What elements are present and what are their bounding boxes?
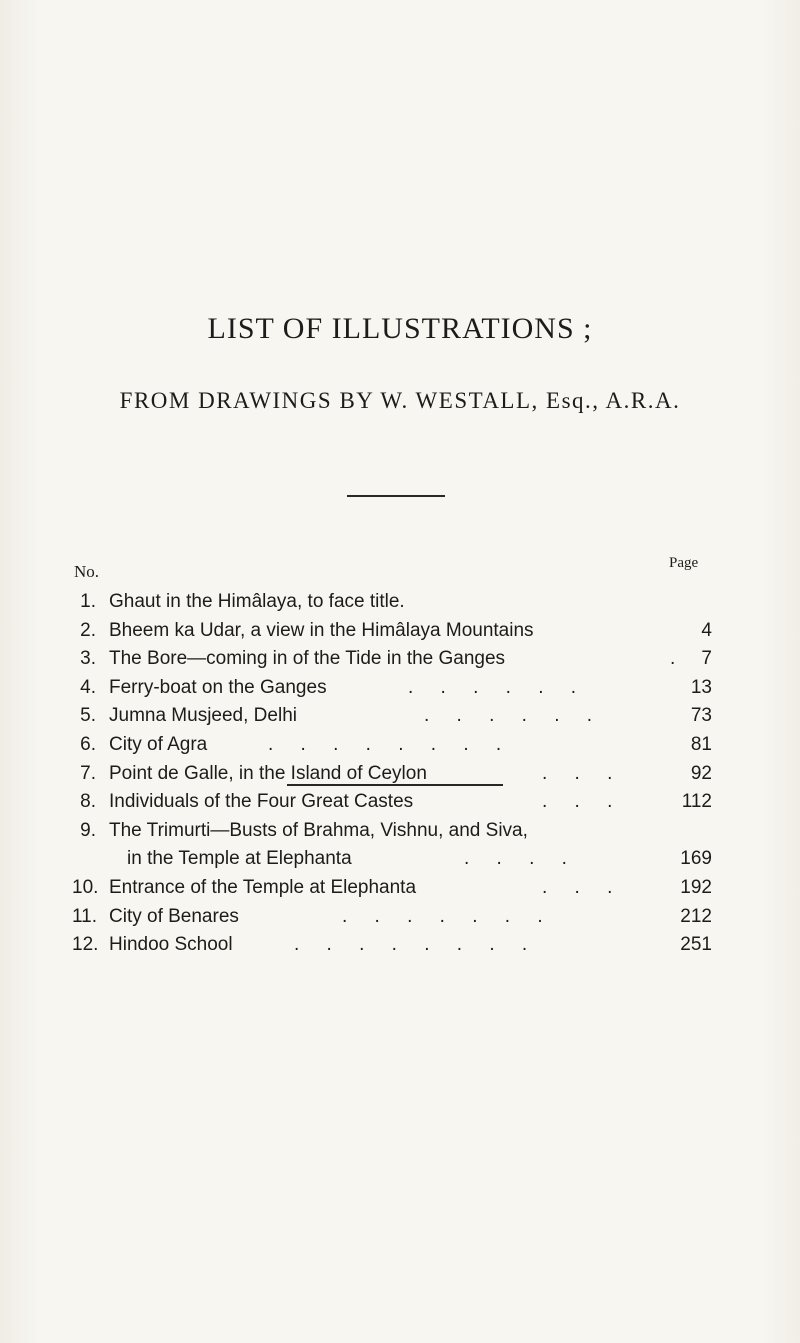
dot-leader: . . . . <box>464 848 578 870</box>
list-item <box>72 645 712 674</box>
item-title: Ferry-boat on the Ganges <box>109 676 327 698</box>
item-title: City of Benares <box>109 905 239 927</box>
dot-leader: . . . . . . . <box>342 905 554 927</box>
item-page: 212 <box>680 905 712 927</box>
item-page: 169 <box>680 848 712 870</box>
item-title: Bheem ka Udar, a view in the Himâlaya Mountains <box>109 619 534 641</box>
item-number: 12. <box>72 934 99 956</box>
item-title: Individuals of the Four Great Castes <box>109 791 414 813</box>
item-title: Point de Galle, in the Island of Ceylon <box>109 762 427 784</box>
item-page: 192 <box>680 876 712 898</box>
item-number: 1. <box>80 591 96 612</box>
item-page: 13 <box>690 676 712 698</box>
dot-leader: . . . <box>542 876 624 898</box>
item-number: 6. <box>80 733 96 755</box>
list-item <box>72 731 712 760</box>
item-page: 251 <box>680 934 712 956</box>
item-page: 7 <box>701 648 712 670</box>
item-title: Ghaut in the Himâlaya, to face title. <box>109 591 405 612</box>
item-number: 8. <box>80 791 96 813</box>
item-title: Hindoo School <box>109 934 233 956</box>
dot-leader: . <box>670 648 687 670</box>
item-number: 10. <box>72 876 99 898</box>
list-item <box>72 617 712 646</box>
bottom-divider <box>287 784 503 786</box>
item-title: Jumna Musjeed, Delhi <box>109 705 297 727</box>
list-item <box>72 674 712 703</box>
item-title: City of Agra <box>109 733 208 755</box>
list-item <box>72 702 712 731</box>
page-title: LIST OF ILLUSTRATIONS ; <box>207 312 593 345</box>
item-title: in the Temple at Elephanta <box>127 848 352 870</box>
dot-leader: . . . . . . <box>424 705 604 727</box>
item-number: 2. <box>80 619 96 641</box>
item-page: 73 <box>690 705 712 727</box>
item-number: 11. <box>72 905 98 927</box>
list-item <box>72 874 712 903</box>
item-page: 4 <box>701 619 712 641</box>
dot-leader: . . . <box>542 791 624 813</box>
list-item <box>72 588 712 617</box>
dot-leader: . . . <box>542 762 624 784</box>
list-item <box>72 788 712 817</box>
item-number: 7. <box>80 762 96 784</box>
item-title: Entrance of the Temple at Elephanta <box>109 876 417 898</box>
page-subtitle: FROM DRAWINGS BY W. WESTALL, Esq., A.R.A. <box>119 388 681 413</box>
dot-leader: . . . . . . . . <box>294 934 539 956</box>
item-page: 81 <box>690 733 712 755</box>
list-item <box>72 931 712 960</box>
illustrations-list <box>72 588 712 960</box>
list-item <box>72 817 712 846</box>
item-number: 9. <box>80 819 96 841</box>
list-item-continuation <box>72 845 712 874</box>
item-number: 5. <box>80 705 96 727</box>
dot-leader: . . . . . . . . <box>268 733 513 755</box>
top-divider <box>347 495 445 497</box>
item-number: 4. <box>80 676 96 698</box>
column-header-number: No. <box>74 562 100 581</box>
item-title: The Trimurti—Busts of Brahma, Vishnu, and Siva, <box>109 819 528 841</box>
list-item <box>72 903 712 932</box>
item-title: The Bore—coming in of the Tide in the Ganges <box>109 648 506 670</box>
item-page: 112 <box>681 791 712 813</box>
column-header-page: Page <box>669 555 699 571</box>
item-page: 92 <box>690 762 712 784</box>
item-number: 3. <box>80 648 96 670</box>
dot-leader: . . . . . . <box>408 676 588 698</box>
